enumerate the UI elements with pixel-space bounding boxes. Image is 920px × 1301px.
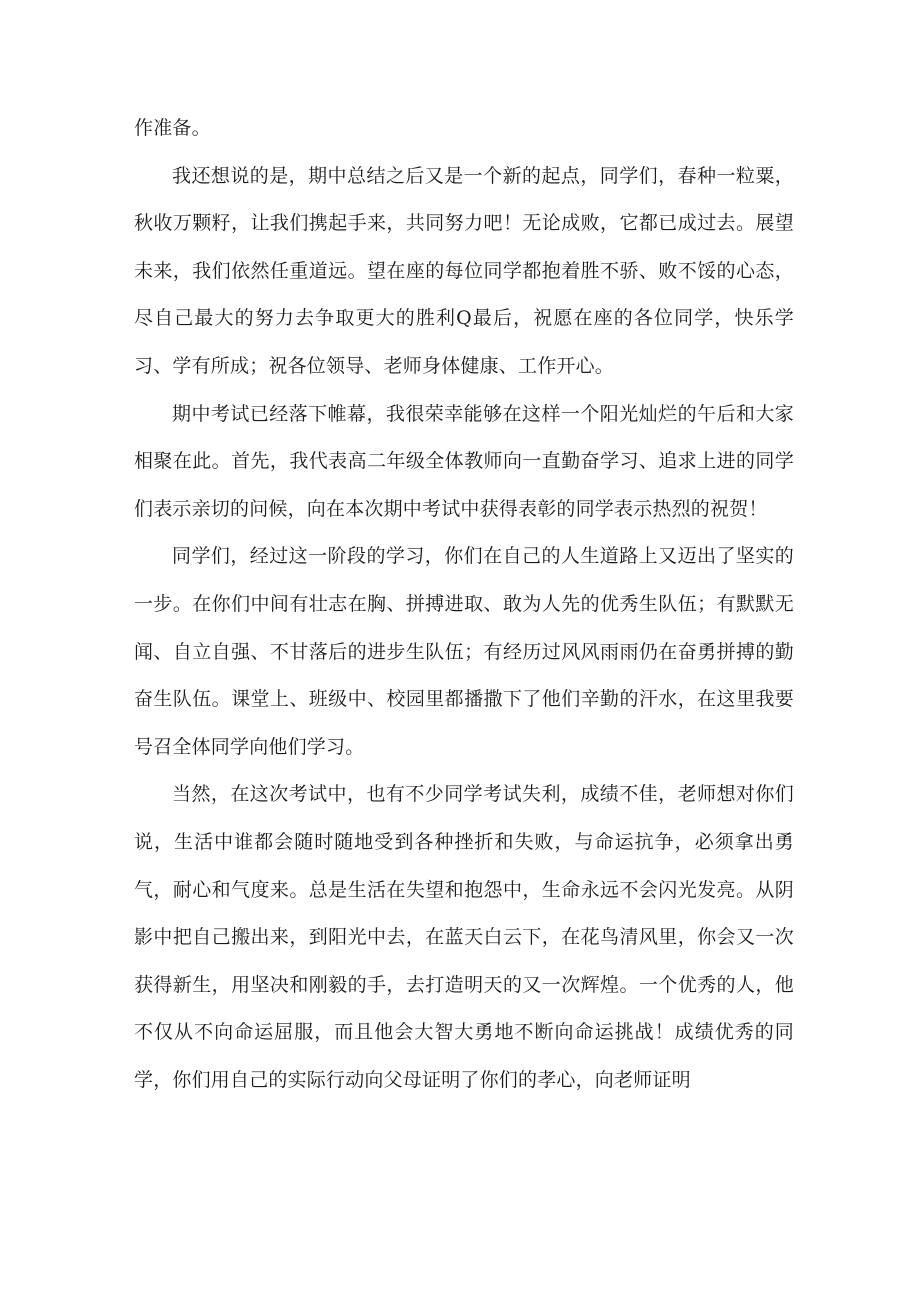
paragraph-continuation: 作准备。: [134, 117, 211, 139]
paragraph-student-teams: 同学们，经过这一阶段的学习，你们在自己的人生道路上又迈出了坚实的一步。在你们中间有壮志在胸、拼搏进取、敢为人先的优秀生队伍；有默默无闻、自立自强、不甘落后的进步生队伍；有经历过风风雨雨仍在奋勇拼搏的勤奋生队伍。课堂上、班级中、校园里都播撒下了他们辛勤的汗水，在这里我要号召全体同学向他们学习。: [134, 545, 794, 758]
paragraph-encouragement: 当然，在这次考试中，也有不少同学考试失利，成绩不佳，老师想对你们说，生活中谁都会随时随地受到各种挫折和失败，与命运抗争，必须拿出勇气，耐心和气度来。总是生活在失望和抱怨中，生命永远不会闪光发亮。从阴影中把自己搬出来，到阳光中去，在蓝天白云下，在花鸟清风里，你会又一次获得新生，用坚决和刚毅的手，去打造明天的又一次辉煌。一个优秀的人，他不仅从不向命运屈服，而且他会大智大勇地不断向命运挑战！成绩优秀的同学，你们用自己的实际行动向父母证明了你们的孝心，向老师证明: [134, 783, 794, 1091]
paragraph-exam-ended: 期中考试已经落下帷幕，我很荣幸能够在这样一个阳光灿烂的午后和大家相聚在此。首先，我代表高二年级全体教师向一直勤奋学习、追求上进的同学们表示亲切的问候，向在本次期中考试中获得表彰的同学表示热烈的祝贺！: [134, 402, 794, 520]
document-page: [134, 105, 794, 1104]
paragraph-new-starting-point: 我还想说的是，期中总结之后又是一个新的起点，同学们，春种一粒粟，秋收万颗籽，让我们携起手来，共同努力吧！无论成败，它都已成过去。展望未来，我们依然任重道远。望在座的每位同学都抱着胜不骄、败不馁的心态，尽自己最大的努力去争取更大的胜利Q最后，祝愿在座的各位同学，快乐学习、学有所成；祝各位领导、老师身体健康、工作开心。: [134, 164, 794, 377]
